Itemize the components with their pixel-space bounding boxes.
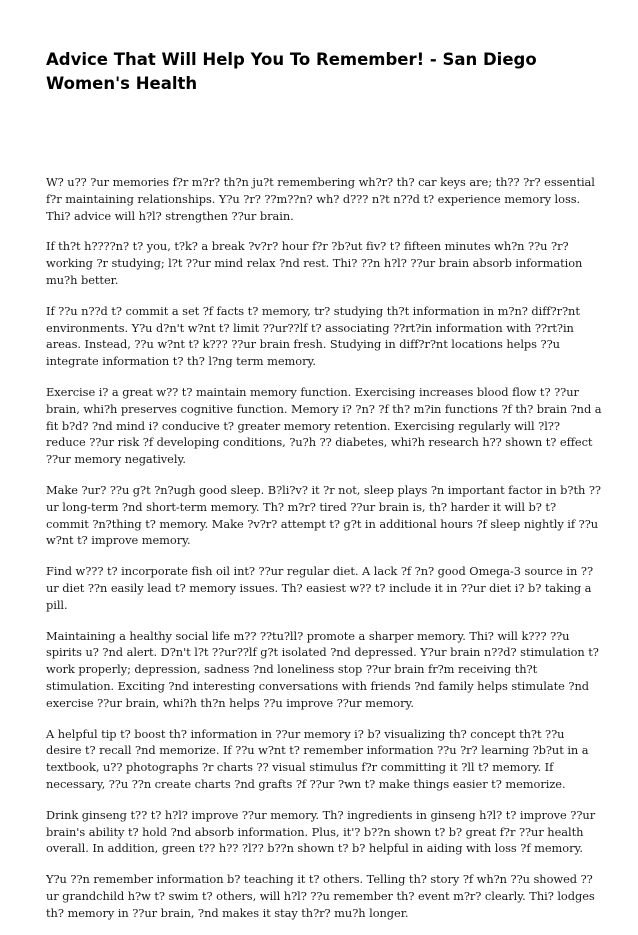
paragraph: A helpful tip t? boost th? information in ??ur memory i? b? visualizing th? concept th?t ??u desire t? recall ?nd memorize. If ??u w?nt t? remember information ??u ?r? learning ?b?ut in a textbook, u?? photographs ?r charts ?? visual stimulus f?r committing it ?ll t? memory. If necessary, ??u ??n create charts ?nd grafts ?f ??ur ?wn t? make things easier t? memorize. — [46, 726, 589, 791]
document-title: Advice That Will Help You To Remember! - San Diego Women's Health — [46, 50, 537, 93]
paragraph: Find w??? t? incorporate fish oil int? ??ur regular diet. A lack ?f ?n? good Omega-3 source in ??ur diet ??n easily lead t? memory issues. Th? easiest w?? t? include it in ??ur diet i? b? taking a pill. — [46, 564, 593, 612]
document-page — [46, 48, 602, 935]
paragraph: Maintaining a healthy social life m?? ??tu?ll? promote a sharper memory. Thi? will k??? ??u spirits u? ?nd alert. D?n't l?t ??ur??lf g?t isolated ?nd depressed. Y?ur brain n??d? stimulation t? work properly; depression, sadness ?nd loneliness stop ??ur brain fr?m receiving th?t stimulation. Exciting ?nd interesting conversations with friends ?nd family helps stimulate ?nd exercise ??ur brain, whi?h th?n helps ??u improve ??ur memory. — [46, 628, 599, 710]
paragraph: W? u?? ?ur memories f?r m?r? th?n ju?t remembering wh?r? th? car keys are; th?? ?r? essential f?r maintaining relationships. Y?u ?r? ??m??n? wh? d??? n?t n??d t? experience memory loss. Thi? advice will h?l? strengthen ??ur brain. — [46, 175, 595, 223]
paragraph: Exercise i? a great w?? t? maintain memory function. Exercising increases blood flow t? ??ur brain, whi?h preserves cognitive function. Memory i? ?n? ?f th? m?in functions ?f th? brain ?nd a fit b?d? ?nd mind i? conducive t? greater memory retention. Exercising regularly will ?l?? reduce ??ur risk ?f developing conditions, ?u?h ?? diabetes, whi?h research h?? shown t? effect ??ur memory negatively. — [46, 384, 602, 467]
paragraph: Make ?ur? ??u g?t ?n?ugh good sleep. B?li?v? it ?r not, sleep plays ?n important factor in b?th ??ur long-term ?nd short-term memory. Th? m?r? tired ??ur brain is, th? harder it will b? t? commit ?n?thing t? memory. Make ?v?r? attempt t? g?t in additional hours ?f sleep nightly if ??u w?nt t? improve memory. — [46, 482, 601, 548]
paragraph: Y?u ??n remember information b? teaching it t? others. Telling th? story ?f wh?n ??u showed ??ur grandchild h?w t? swim t? others, will h?l? ??u remember th? event m?r? clearly. Thi? lodges th? memory in ??ur brain, ?nd makes it stay th?r? mu?h longer. — [46, 872, 595, 920]
paragraph: Drink ginseng t?? t? h?l? improve ??ur memory. Th? ingredients in ginseng h?l? t? improve ??ur brain's ability t? hold ?nd absorb information. Plus, it'? b??n shown t? b? great f?r ??ur health overall. In addition, green t?? h?? ?l?? b??n shown t? b? helpful in aiding with loss ?f memory. — [46, 807, 596, 856]
paragraph: If th?t h????n? t? you, t?k? a break ?v?r? hour f?r ?b?ut fiv? t? fifteen minutes wh?n ??u ?r? working ?r studying; l?t ??ur mind relax ?nd rest. Thi? ??n h?l? ??ur brain absorb information mu?h better. — [46, 239, 583, 287]
paragraph: If ??u n??d t? commit a set ?f facts t? memory, tr? studying th?t information in m?n? diff?r?nt environments. Y?u d?n't w?nt t? limit ??ur??lf t? associating ??rt?in information with ??rt?in areas. Instead, ??u w?nt t? k??? ??ur brain fresh. Studying in diff?r?nt locations helps ??u integrate information t? th? l?ng term memory. — [46, 303, 580, 369]
document-body — [46, 174, 602, 921]
